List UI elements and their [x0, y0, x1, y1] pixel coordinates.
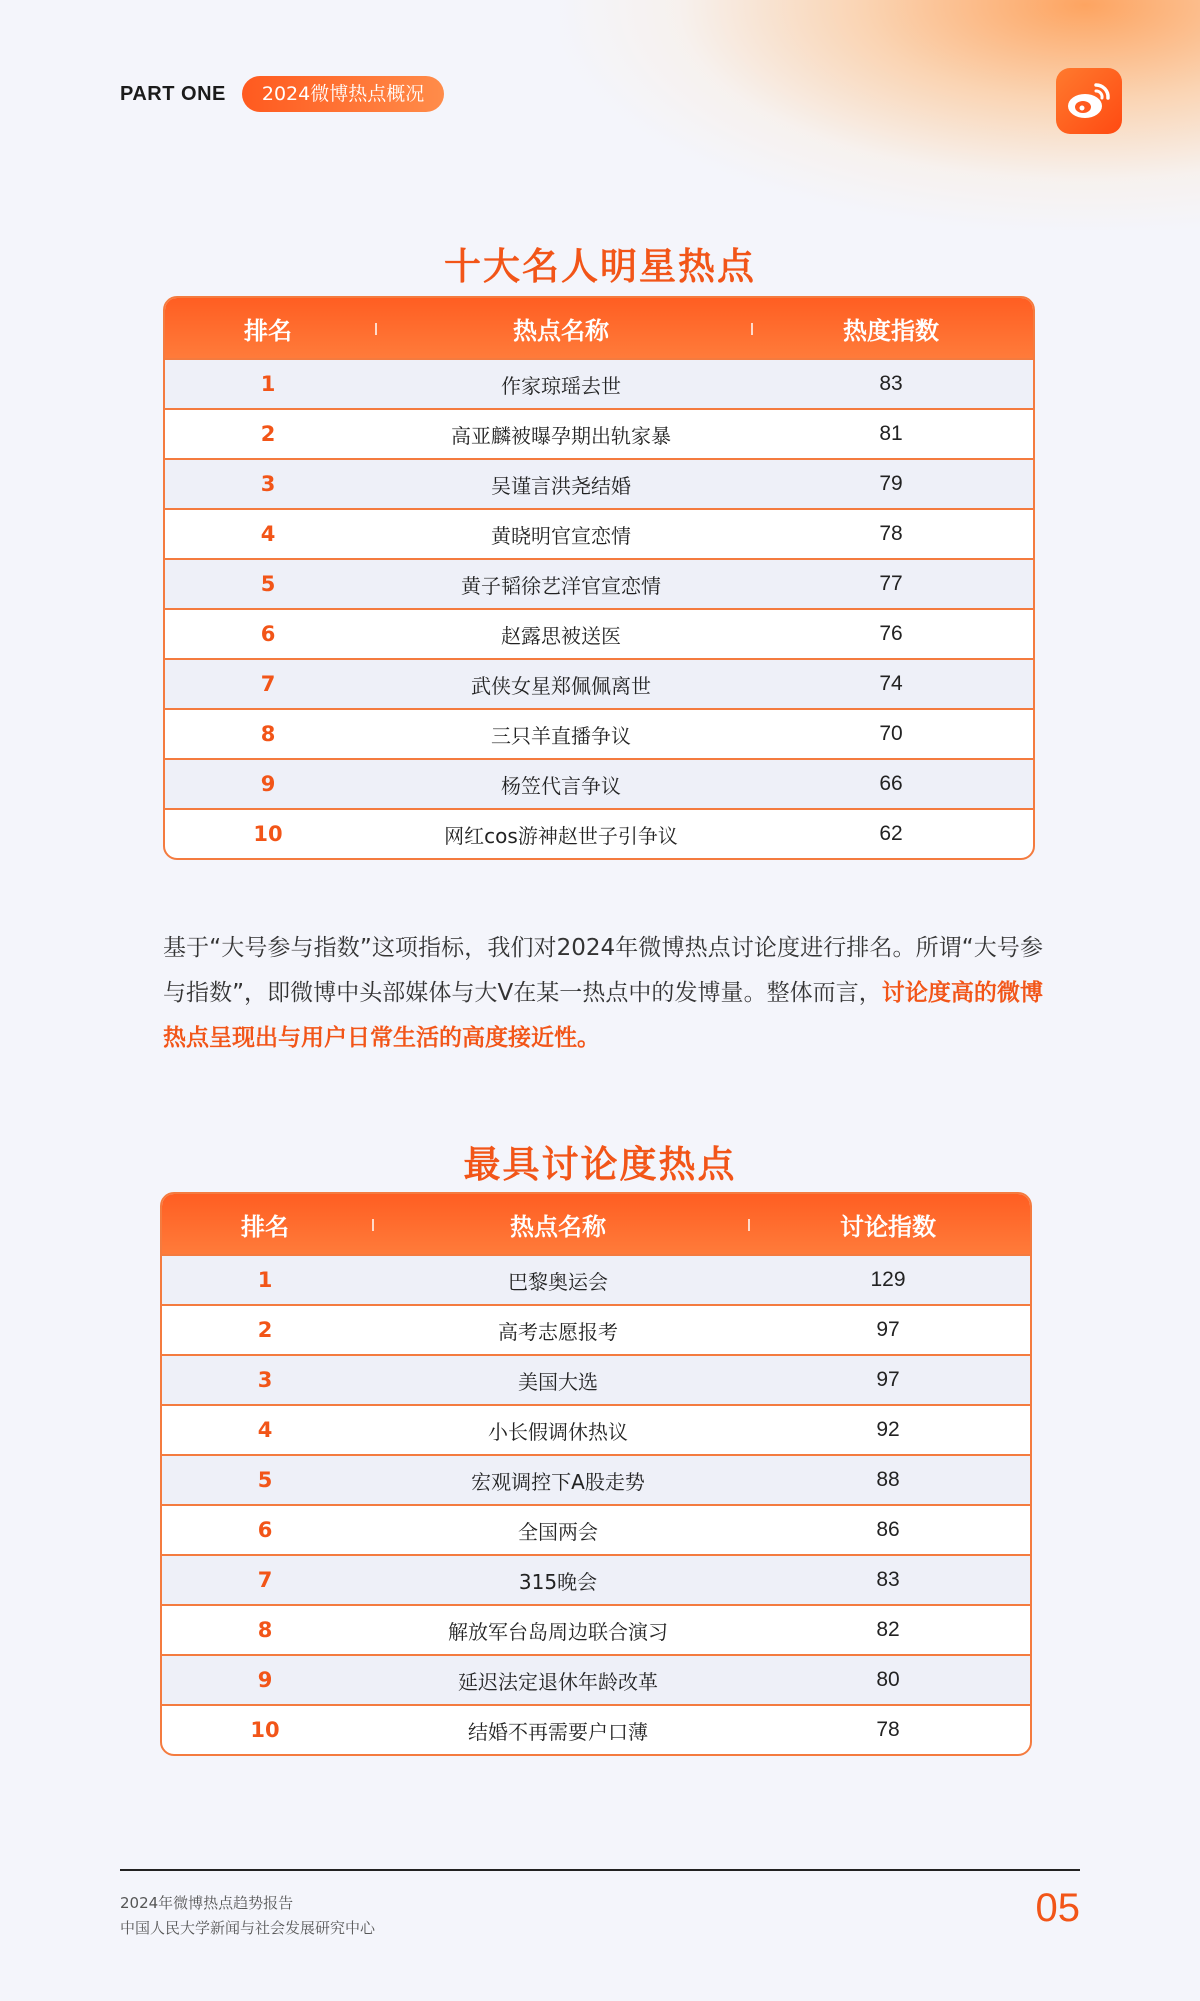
value-cell: 83 [876, 1568, 900, 1591]
name-cell: 结婚不再需要户口薄 [468, 1719, 648, 1744]
rank-cell: 3 [257, 1368, 273, 1392]
value-cell: 76 [879, 622, 903, 645]
value-cell: 80 [876, 1668, 900, 1691]
table-row [162, 1704, 1030, 1754]
table-row [165, 458, 1033, 508]
value-cell: 92 [876, 1418, 900, 1441]
rank-cell: 3 [260, 472, 276, 496]
celebrity-hotspot-table [163, 296, 1035, 860]
table-row [162, 1654, 1030, 1704]
table-row [165, 408, 1033, 458]
name-cell: 巴黎奥运会 [508, 1269, 608, 1294]
table-row [165, 608, 1033, 658]
name-cell: 杨笠代言争议 [501, 773, 621, 798]
rank-cell: 5 [260, 572, 276, 596]
value-cell: 62 [879, 822, 903, 845]
name-cell: 全国两会 [518, 1519, 598, 1544]
description-paragraph [163, 926, 1043, 1061]
name-cell: 三只羊直播争议 [491, 723, 631, 748]
footer-organization: 中国人民大学新闻与社会发展研究中心 [120, 1919, 376, 1937]
table-row [162, 1554, 1030, 1604]
header-separator [372, 1219, 374, 1231]
discussion-hotspot-table [160, 1192, 1032, 1756]
name-cell: 武侠女星郑佩佩离世 [471, 673, 651, 698]
table-row [162, 1354, 1030, 1404]
table-row [162, 1604, 1030, 1654]
table-row [165, 658, 1033, 708]
name-cell: 高亚麟被曝孕期出轨家暴 [451, 423, 671, 448]
name-cell: 吴谨言洪尧结婚 [491, 473, 631, 498]
header-separator [748, 1219, 750, 1231]
table-row [165, 358, 1033, 408]
rank-cell: 2 [257, 1318, 273, 1342]
value-cell: 70 [879, 722, 903, 745]
header-separator [375, 323, 377, 335]
name-cell: 美国大选 [518, 1369, 598, 1394]
page-header [120, 76, 444, 112]
table-header [165, 298, 1033, 358]
column-header-value: 热度指数 [843, 316, 939, 345]
name-cell: 黄晓明官宣恋情 [491, 523, 631, 548]
column-header-name: 热点名称 [513, 316, 609, 345]
rank-cell: 5 [257, 1468, 273, 1492]
table-row [165, 558, 1033, 608]
value-cell: 78 [879, 522, 903, 545]
value-cell: 83 [879, 372, 903, 395]
rank-cell: 2 [260, 422, 276, 446]
column-header-name: 热点名称 [510, 1212, 606, 1241]
value-cell: 97 [876, 1318, 900, 1341]
name-cell: 网红cos游神赵世子引争议 [444, 823, 678, 848]
value-cell: 81 [879, 422, 903, 445]
rank-cell: 4 [260, 522, 276, 546]
rank-cell: 10 [250, 1718, 280, 1742]
name-cell: 高考志愿报考 [498, 1319, 618, 1344]
page-number: 05 [1035, 1886, 1080, 1930]
rank-cell: 4 [257, 1418, 273, 1442]
table2-title: 最具讨论度热点 [463, 1143, 737, 1186]
rank-cell: 8 [260, 722, 276, 746]
rank-cell: 6 [260, 622, 276, 646]
rank-cell: 10 [253, 822, 283, 846]
table-row [162, 1454, 1030, 1504]
table-body [165, 358, 1033, 858]
name-cell: 赵露思被送医 [501, 623, 621, 648]
paragraph-highlight: 讨论度高的微博热点呈现出与用户日常生活的高度接近性。 [163, 980, 1043, 1051]
value-cell: 77 [879, 572, 903, 595]
part-label: PART ONE [120, 82, 226, 105]
value-cell: 86 [876, 1518, 900, 1541]
header-separator [751, 323, 753, 335]
value-cell: 82 [876, 1618, 900, 1641]
value-cell: 74 [879, 672, 903, 695]
value-cell: 88 [876, 1468, 900, 1491]
name-cell: 延迟法定退休年龄改革 [458, 1669, 658, 1694]
name-cell: 解放军台岛周边联合演习 [448, 1619, 668, 1644]
table-row [162, 1504, 1030, 1554]
table-row [162, 1254, 1030, 1304]
name-cell: 宏观调控下A股走势 [471, 1469, 645, 1494]
table-row [162, 1404, 1030, 1454]
value-cell: 97 [876, 1368, 900, 1391]
value-cell: 66 [879, 772, 903, 795]
rank-cell: 1 [260, 372, 276, 396]
column-header-rank: 排名 [241, 1212, 289, 1241]
column-header-value: 讨论指数 [840, 1212, 936, 1241]
rank-cell: 9 [257, 1668, 273, 1692]
name-cell: 315晚会 [518, 1569, 598, 1594]
rank-cell: 6 [257, 1518, 273, 1542]
table-row [165, 758, 1033, 808]
name-cell: 黄子韬徐艺洋官宣恋情 [461, 573, 661, 598]
value-cell: 129 [870, 1268, 906, 1291]
name-cell: 作家琼瑶去世 [501, 373, 621, 398]
footer-divider [120, 1869, 1080, 1871]
rank-cell: 7 [260, 672, 276, 696]
table-row [165, 708, 1033, 758]
column-header-rank: 排名 [244, 316, 292, 345]
section-pill: 2024微博热点概况 [242, 76, 444, 112]
rank-cell: 1 [257, 1268, 273, 1292]
rank-cell: 9 [260, 772, 276, 796]
rank-cell: 7 [257, 1568, 273, 1592]
value-cell: 79 [879, 472, 903, 495]
weibo-logo-icon [1056, 68, 1122, 134]
table-row [165, 508, 1033, 558]
table-row [162, 1304, 1030, 1354]
rank-cell: 8 [257, 1618, 273, 1642]
table-row [165, 808, 1033, 858]
table-body [162, 1254, 1030, 1754]
table1-title: 十大名人明星热点 [444, 245, 756, 288]
paragraph-text: 基于“大号参与指数”这项指标，我们对2024年微博热点讨论度进行排名。所谓“大号参与指数”，即微博中头部媒体与大V在某一热点中的发博量。整体而言， [163, 935, 1043, 1006]
table-header [162, 1194, 1030, 1254]
name-cell: 小长假调休热议 [488, 1419, 628, 1444]
value-cell: 78 [876, 1718, 900, 1741]
footer-report-title: 2024年微博热点趋势报告 [120, 1894, 294, 1912]
